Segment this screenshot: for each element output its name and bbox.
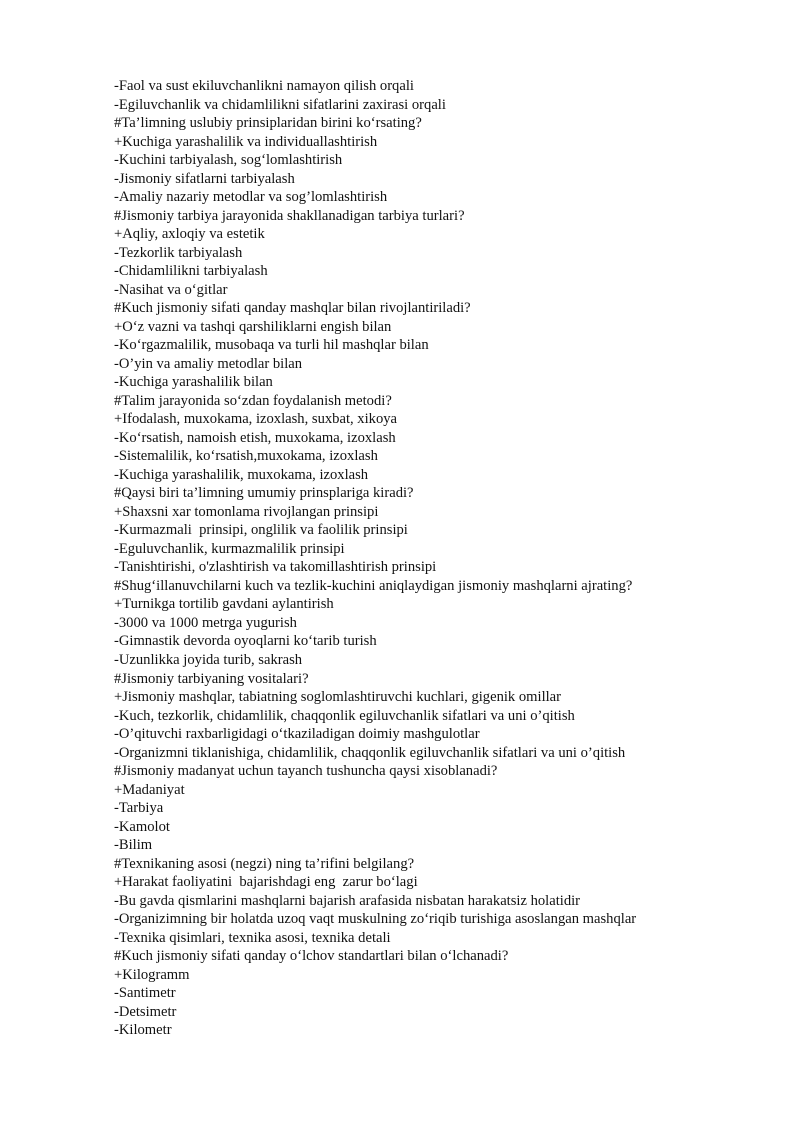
answer-option-line: -Organizmni tiklanishiga, chidamlilik, chaqqonlik egiluvchanlik sifatlari va uni o’qitish <box>114 744 626 761</box>
answer-option-line: -Uzunlikka joyida turib, sakrash <box>114 651 303 668</box>
answer-option-line: -Kurmazmali prinsipi, onglilik va faolilik prinsipi <box>114 522 408 539</box>
answer-option-line: -Bilim <box>114 837 153 854</box>
correct-answer-line: +Turnikga tortilib gavdani aylantirish <box>114 596 334 613</box>
correct-answer-line: +Harakat faoliyatini bajarishdagi eng zarur bo‘lagi <box>114 874 418 891</box>
question-line: #Kuch jismoniy sifati qanday o‘lchov standartlari bilan o‘lchanadi? <box>114 948 509 965</box>
question-line: #Jismoniy tarbiya jarayonida shakllanadigan tarbiya turlari? <box>114 207 465 224</box>
quiz-text-block <box>114 77 754 1040</box>
answer-option-line: -Amaliy nazariy metodlar va sog’lomlashtirish <box>114 189 388 206</box>
answer-option-line: -Kilometr <box>114 1022 172 1039</box>
answer-option-line: -3000 va 1000 metrga yugurish <box>114 614 297 631</box>
answer-option-line: -Tarbiya <box>114 800 164 817</box>
answer-option-line: -Detsimetr <box>114 1003 177 1020</box>
answer-option-line: -Egiluvchanlik va chidamlilikni sifatlarini zaxirasi orqali <box>114 96 446 113</box>
answer-option-line: -Bu gavda qismlarini mashqlarni bajarish arafasida nisbatan harakatsiz holatidir <box>114 892 581 909</box>
answer-option-line: -Ko‘rsatish, namoish etish, muxokama, izoxlash <box>114 429 396 446</box>
answer-option-line: -Ko‘rgazmalilik, musobaqa va turli hil mashqlar bilan <box>114 337 429 354</box>
correct-answer-line: +Madaniyat <box>114 781 185 798</box>
question-line: #Talim jarayonida so‘zdan foydalanish metodi? <box>114 392 392 409</box>
correct-answer-line: +Ifodalash, muxokama, izoxlash, suxbat, xikoya <box>114 411 398 428</box>
question-line: #Jismoniy madanyat uchun tayanch tushuncha qaysi xisoblanadi? <box>114 763 498 780</box>
question-line: #Kuch jismoniy sifati qanday mashqlar bilan rivojlantiriladi? <box>114 300 471 317</box>
correct-answer-line: +Shaxsni xar tomonlama rivojlangan prinsipi <box>114 503 379 520</box>
question-line: #Jismoniy tarbiyaning vositalari? <box>114 670 309 687</box>
answer-option-line: -O’yin va amaliy metodlar bilan <box>114 355 303 372</box>
question-line: #Shug‘illanuvchilarni kuch va tezlik-kuchini aniqlaydigan jismoniy mashqlarni ajrating? <box>114 577 633 594</box>
answer-option-line: -Kuchini tarbiyalash, sog‘lomlashtirish <box>114 152 343 169</box>
answer-option-line: -Kuchiga yarashalilik, muxokama, izoxlash <box>114 466 369 483</box>
answer-option-line: -Kamolot <box>114 818 170 835</box>
correct-answer-line: +Kilogramm <box>114 966 190 983</box>
answer-option-line: -Gimnastik devorda oyoqlarni ko‘tarib turish <box>114 633 377 650</box>
answer-option-line: -Organizimning bir holatda uzoq vaqt muskulning zo‘riqib turishiga asoslangan mashqlar <box>114 911 637 928</box>
correct-answer-line: +Jismoniy mashqlar, tabiatning soglomlashtiruvchi kuchlari, gigenik omillar <box>114 689 562 706</box>
question-line: #Texnikaning asosi (negzi) ning ta’rifini belgilang? <box>114 855 415 872</box>
answer-option-line: -Santimetr <box>114 985 176 1002</box>
answer-option-line: -Tanishtirishi, o'zlashtirish va takomillashtirish prinsipi <box>114 559 437 576</box>
correct-answer-line: +Kuchiga yarashalilik va individuallashtirish <box>114 133 378 150</box>
answer-option-line: -Faol va sust ekiluvchanlikni namayon qilish orqali <box>114 78 414 94</box>
answer-option-line: -Jismoniy sifatlarni tarbiyalash <box>114 170 295 187</box>
answer-option-line: -O’qituvchi raxbarligidagi o‘tkaziladigan doimiy mashgulotlar <box>114 726 480 743</box>
answer-option-line: -Eguluvchanlik, kurmazmalilik prinsipi <box>114 540 345 557</box>
answer-option-line: -Tezkorlik tarbiyalash <box>114 244 243 261</box>
answer-option-line: -Nasihat va o‘gitlar <box>114 281 228 298</box>
question-line: #Ta’limning uslubiy prinsiplaridan birini ko‘rsating? <box>114 115 422 132</box>
answer-option-line: -Chidamlilikni tarbiyalash <box>114 263 268 280</box>
answer-option-line: -Sistemalilik, ko‘rsatish,muxokama, izoxlash <box>114 448 378 465</box>
answer-option-line: -Kuch, tezkorlik, chidamlilik, chaqqonlik egiluvchanlik sifatlari va uni o’qitish <box>114 707 575 724</box>
answer-option-line: -Kuchiga yarashalilik bilan <box>114 374 273 391</box>
answer-option-line: -Texnika qisimlari, texnika asosi, texnika detali <box>114 929 391 946</box>
question-line: #Qaysi biri ta’limning umumiy prinsplariga kiradi? <box>114 485 414 502</box>
correct-answer-line: +Aqliy, axloqiy va estetik <box>114 226 265 243</box>
correct-answer-line: +O‘z vazni va tashqi qarshiliklarni engish bilan <box>114 318 392 335</box>
